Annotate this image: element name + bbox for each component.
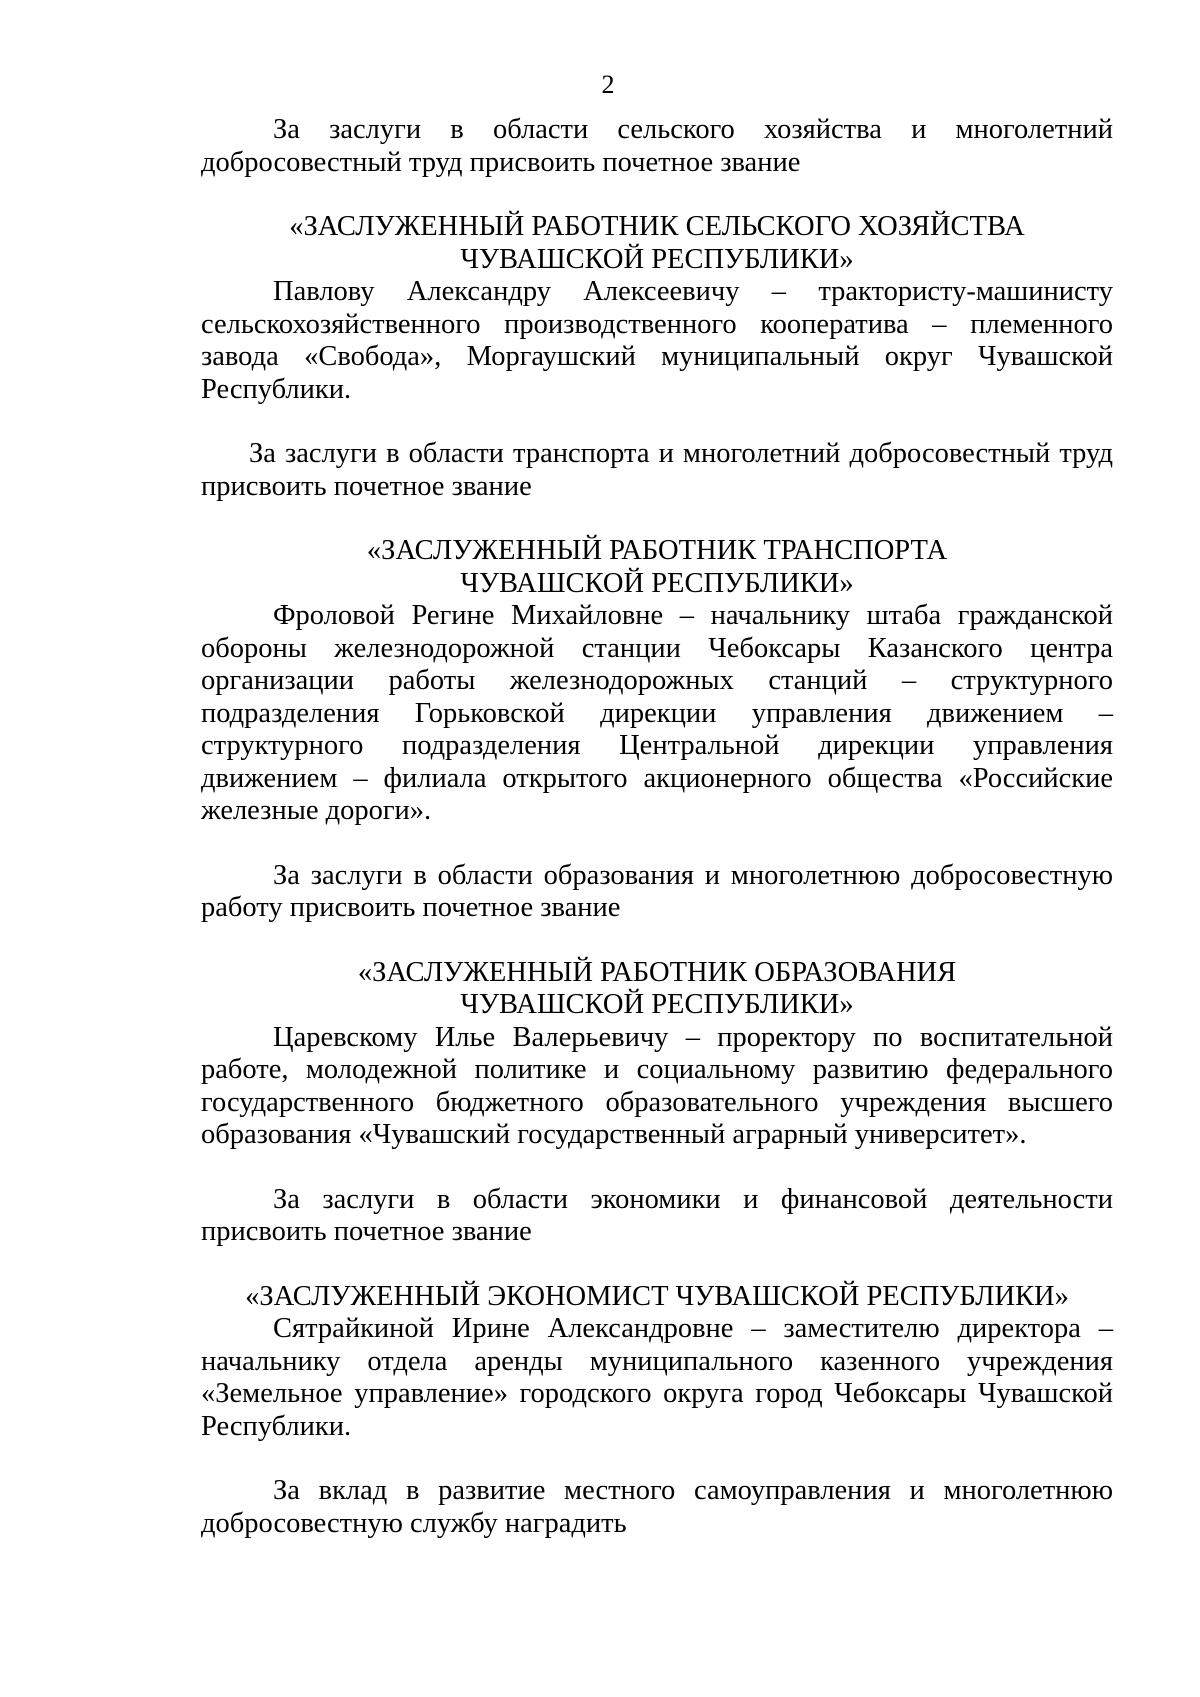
award-recipient: Павлову Александру Алексеевичу – трактористу-машинисту сельскохозяйственного производственного кооператива – племенного завода «Свобода», Моргаушский муниципальный округ Чувашской Республики. — [201, 276, 1113, 405]
document-body — [201, 114, 1113, 1540]
award-intro: За заслуги в области транспорта и многолетний добросовестный труд присвоить почетное звание — [201, 438, 1113, 502]
award-title-line: «ЗАСЛУЖЕННЫЙ РАБОТНИК ТРАНСПОРТА — [366, 535, 948, 566]
award-intro: За заслуги в области образования и многолетнюю добросовестную работу присвоить почетное звание — [201, 859, 1113, 923]
paragraph-gap — [201, 828, 1113, 860]
award-title-line: ЧУВАШСКОЙ РЕСПУБЛИКИ» — [460, 243, 854, 275]
award-title-line: «ЗАСЛУЖЕННЫЙ РАБОТНИК СЕЛЬСКОГО ХОЗЯЙСТВА — [289, 211, 1025, 242]
paragraph-gap — [201, 406, 1113, 438]
award-intro: За заслуги в области экономики и финансовой деятельности присвоить почетное звание — [201, 1183, 1113, 1247]
award-intro: За заслуги в области сельского хозяйства и многолетний добросовестный труд присвоить почетное звание — [201, 114, 1113, 178]
award-recipient: Царевскому Илье Валерьевичу – проректору по воспитательной работе, молодежной политике и социальному развитию федерального государственного бюджетного образовательного учреждения высшего образования «Чувашский государственный аграрный университет». — [201, 1021, 1113, 1150]
page-number: 2 — [601, 70, 615, 99]
award-recipient: Сятрайкиной Ирине Александровне – заместителю директора – начальнику отдела аренды муниципального казенного учреждения «Земельное управление» городского округа город Чебоксары Чувашской Республики. — [201, 1313, 1113, 1442]
award-title-line: «ЗАСЛУЖЕННЫЙ ЭКОНОМИСТ ЧУВАШСКОЙ РЕСПУБЛИКИ» — [245, 1280, 1069, 1312]
award-section — [201, 114, 1113, 406]
award-section — [201, 860, 1113, 1152]
paragraph-gap — [201, 1443, 1113, 1475]
award-title-line: ЧУВАШСКОЙ РЕСПУБЛИКИ» — [460, 989, 854, 1020]
paragraph-gap — [201, 1152, 1113, 1184]
closing-paragraph: За вклад в развитие местного самоуправления и многолетнюю добросовестную службу наградить — [201, 1475, 1113, 1539]
award-section — [201, 1184, 1113, 1444]
award-title — [201, 211, 1113, 276]
award-recipient: Фроловой Регине Михайловне – начальнику штаба гражданской обороны железнодорожной станции Чебоксары Казанского центра организации работы железнодорожных станций – структурного подразделения Горьковской дирекции управления движением – структурного подразделения Центральной дирекции управления движением – филиала открытого акционерного общества «Российские железные дороги». — [201, 600, 1113, 826]
award-title-line: ЧУВАШСКОЙ РЕСПУБЛИКИ» — [460, 567, 854, 599]
award-title — [201, 1281, 1113, 1314]
award-section — [201, 438, 1113, 828]
award-title — [201, 535, 1113, 600]
award-title — [201, 957, 1113, 1022]
award-title-line: «ЗАСЛУЖЕННЫЙ РАБОТНИК ОБРАЗОВАНИЯ — [357, 956, 957, 988]
